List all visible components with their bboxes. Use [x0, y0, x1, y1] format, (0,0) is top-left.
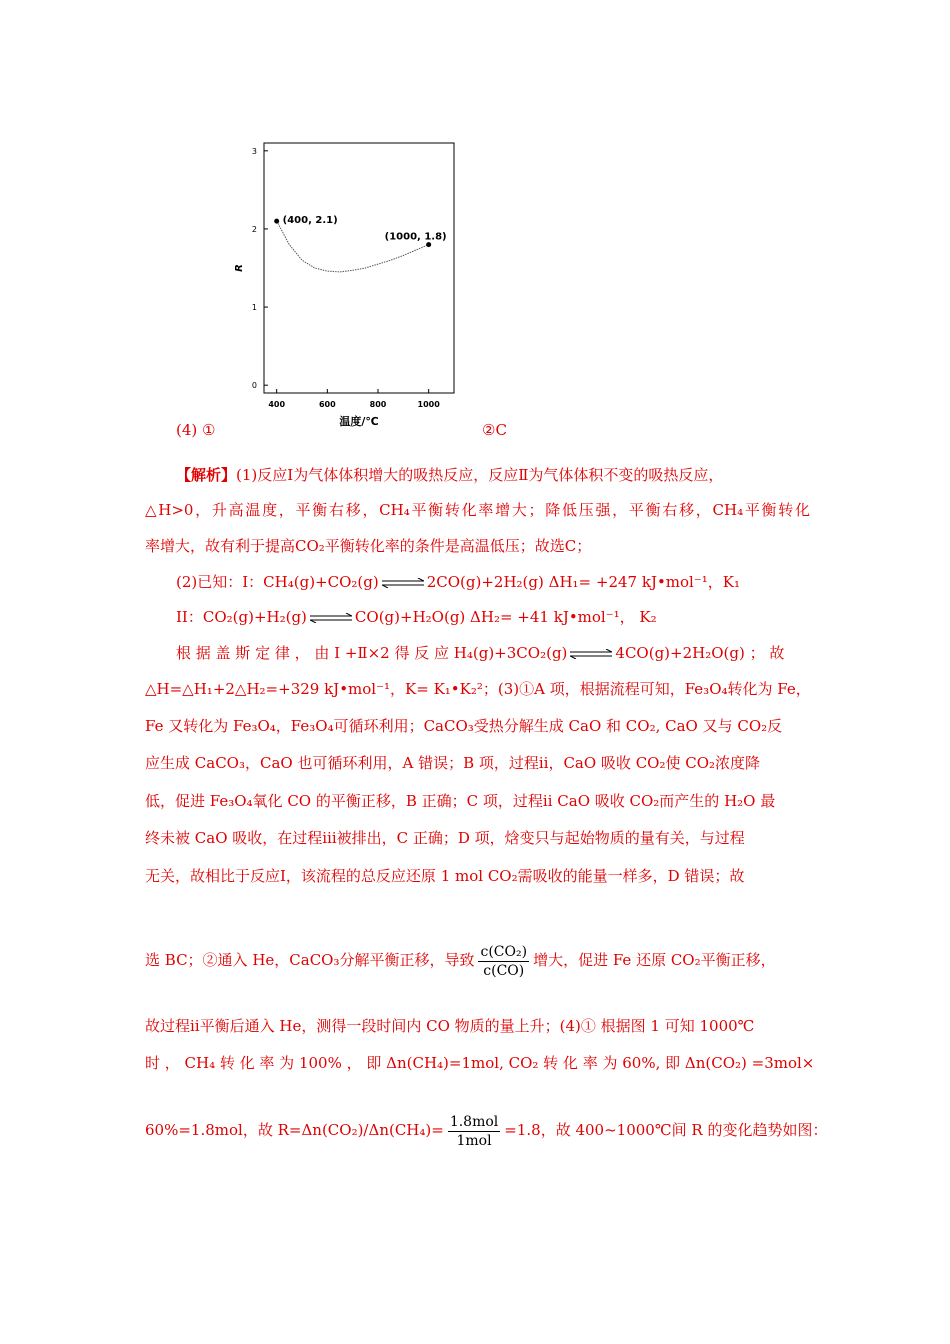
data-point — [274, 219, 279, 224]
analysis-p1a: 【解析】(1)反应Ⅰ为气体体积增大的吸热反应，反应Ⅱ为气体体积不变的吸热反应， — [176, 466, 724, 484]
x-tick-label: 800 — [369, 400, 387, 409]
y-tick-label: 0 — [251, 381, 257, 391]
analysis-p3e: 低，促进 Fe₃O₄氧化 CO 的平衡正移，B 正确；C 项，过程ⅱ CaO 吸收 CO₂而产生的 H₂O 最 — [145, 792, 776, 810]
x-tick-label: 1000 — [417, 400, 440, 409]
answer-c: ②C — [482, 421, 507, 439]
analysis-p3c: Fe 又转化为 Fe₃O₄，Fe₃O₄可循环利用；CaCO₃受热分解生成 CaO 和 CO₂, CaO 又与 CO₂反 — [145, 717, 783, 735]
analysis-p3a: 根 据 盖 斯 定 律 ， 由 Ⅰ +Ⅱ×2 得 反 应 H₄(g)+3CO₂(g) 4CO(g)+2H₂O(g) ； 故 — [176, 644, 785, 662]
analysis-p3g: 无关，故相比于反应Ⅰ，该流程的总反应还原 1 mol CO₂需吸收的能量一样多，D 错误；故 — [145, 867, 745, 885]
analysis-p4: 选 BC；②通入 He，CaCO₃分解平衡正移，导致 $\frac{\text{c(CO₂)}}{c(CO)}$ 增大，促进 Fe 还原 CO₂平衡正移， — [145, 943, 776, 979]
y-tick-label: 2 — [251, 224, 257, 234]
x-axis-label: 温度/℃ — [339, 415, 379, 428]
concentration-fraction: $\frac{\text{c(CO₂)}}{c(CO)}$ — [480, 943, 528, 979]
y-axis-label: R — [234, 264, 245, 272]
answer-q4: (4) ① — [176, 421, 216, 439]
analysis-p1c: 率增大，故有利于提高CO₂平衡转化率的条件是高温低压；故选C； — [145, 537, 592, 555]
y-tick-label: 3 — [251, 146, 257, 156]
data-point-label: (1000, 1.8) — [384, 231, 447, 243]
r-curve — [277, 221, 429, 272]
x-tick-label: 400 — [268, 400, 286, 409]
mole-fraction: $\frac{\text{1.8mol}}{\text{1mol}}$ — [449, 1113, 499, 1149]
analysis-p3d: 应生成 CaCO₃，CaO 也可循环利用，A 错误；B 项，过程ⅱ，CaO 吸收 CO₂使 CO₂浓度降 — [145, 754, 761, 772]
analysis-tag: 【解析】 — [176, 466, 237, 484]
analysis-p3f: 终未被 CaO 吸收，在过程ⅲ被排出，C 正确；D 项，焓变只与起始物质的量有关，与过程 — [145, 829, 745, 847]
analysis-p5a: 故过程ⅱ平衡后通入 He，测得一段时间内 CO 物质的量上升；(4)① 根据图 1 可知 1000℃ — [145, 1017, 755, 1035]
analysis-p1b: △H>0，升高温度，平衡右移，CH₄平衡转化率增大；降低压强，平衡右移，CH₄平衡转化 — [145, 501, 810, 519]
plot-frame — [264, 143, 454, 393]
equilibrium-arrow-icon — [570, 649, 612, 659]
y-tick-label: 1 — [251, 303, 257, 313]
equilibrium-arrow-icon — [382, 578, 424, 588]
data-point-label: (400, 2.1) — [282, 215, 338, 227]
r-temperature-chart — [228, 135, 468, 435]
analysis-p3b: △H=△H₁+2△H₂=+329 kJ•mol⁻¹，K= K₁•K₂²；(3)①A 项，根据流程可知，Fe₃O₄转化为 Fe， — [145, 680, 811, 698]
analysis-p6: 60%=1.8mol，故 R=Δn(CO₂)/Δn(CH₄)= $\frac{\text{1.8mol}}{\text{1mol}}$ =1.8，故 400~1000℃间 R 的变化趋势如图： — [145, 1113, 828, 1149]
analysis-p2a: (2)已知：I：CH₄(g)+CO₂(g) 2CO(g)+2H₂(g) ΔH₁= +247 kJ•mol⁻¹，K₁ — [176, 573, 741, 591]
analysis-p5b: 时 ， CH₄ 转 化 率 为 100% ， 即 Δn(CH₄)=1mol, CO₂ 转 化 率 为 60%, 即 Δn(CO₂) =3mol× — [145, 1054, 815, 1072]
analysis-p2b: II：CO₂(g)+H₂(g) CO(g)+H₂O(g) ΔH₂= +41 kJ•mol⁻¹， K₂ — [176, 608, 657, 626]
data-point — [426, 242, 431, 247]
x-tick-label: 600 — [318, 400, 336, 409]
equilibrium-arrow-icon — [310, 613, 352, 623]
